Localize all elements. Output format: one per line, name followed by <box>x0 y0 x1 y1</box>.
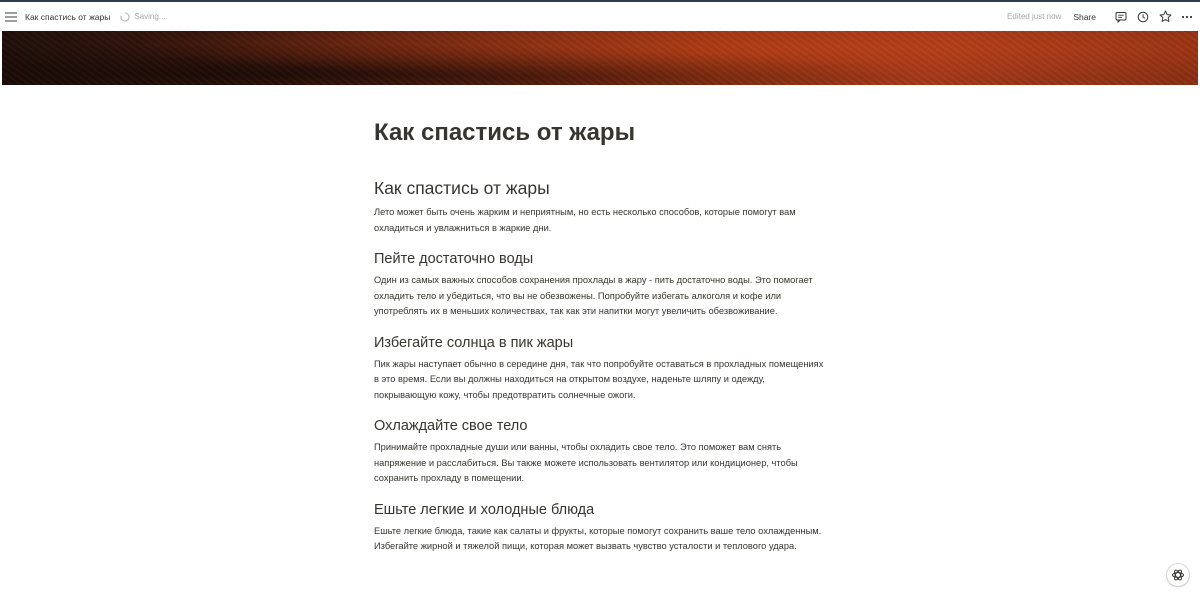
section-text[interactable]: Один из самых важных способов сохранения прохлады в жару - пить достаточно воды. Это помогает охладить тело и убедиться, что вы не обезвожены. Попробуйте избегать алкоголя и кофе или употреблять их в меньших количествах, так как эти напитки могут увеличить обезвоживание. <box>374 275 813 316</box>
article-heading[interactable]: Как спастись от жары <box>374 178 550 198</box>
cover-image <box>2 31 1198 85</box>
saving-text: Saving... <box>134 12 166 21</box>
section-heading[interactable]: Пейте достаточно воды <box>374 251 534 267</box>
section-text[interactable]: Принимайте прохладные души или ванны, чтобы охладить свое тело. Это поможет вам снять напряжение и расслабиться. Вы также можете использовать вентилятор или кондиционер, чтобы сохранить прохладу в помещении. <box>374 442 798 483</box>
section-cool-body <box>374 417 824 487</box>
spinner-icon <box>120 12 130 22</box>
openai-logo-icon <box>1171 568 1185 582</box>
section-water <box>374 250 824 320</box>
section-avoid-sun <box>374 334 824 404</box>
intro-paragraph[interactable]: Лето может быть очень жарким и неприятным, но есть несколько способов, которые помогут вам охладиться и увлажниться в жаркие дни. <box>374 207 796 233</box>
saving-status <box>120 12 165 22</box>
section-text[interactable]: Пик жары наступает обычно в середине дня, так что попробуйте оставаться в прохладных помещениях в это время. Если вы должны находиться на открытом воздухе, наденьте шляпу и одежду, покрывающую кожу, чтобы предотвратить солнечные ожоги. <box>374 358 824 400</box>
section-heading[interactable]: Ешьте легкие и холодные блюда <box>374 501 595 518</box>
cover-texture <box>2 31 1198 85</box>
more-icon[interactable] <box>1180 10 1194 24</box>
breadcrumb-page-title[interactable]: Как спастись от жары <box>25 11 111 22</box>
topbar <box>0 2 1200 31</box>
comment-icon[interactable] <box>1114 10 1128 24</box>
section-text[interactable]: Ешьте легкие блюда, такие как салаты и фрукты, которые помогут сохранить ваше тело охлажденным. Избегайте жирной и тяжелой пищи, которая может вызвать чувство усталости и теплового удара. <box>374 525 822 551</box>
assistant-button[interactable] <box>1167 564 1189 586</box>
page-content <box>374 85 824 555</box>
clock-icon[interactable] <box>1136 10 1150 24</box>
menu-icon[interactable] <box>4 10 18 24</box>
page-title[interactable]: Как спастись от жары <box>374 119 636 146</box>
share-button[interactable]: Share <box>1073 11 1096 22</box>
edited-status: Edited just now <box>1007 12 1062 21</box>
star-icon[interactable] <box>1158 10 1172 24</box>
section-light-food <box>374 501 824 555</box>
section-heading[interactable]: Избегайте солнца в пик жары <box>374 334 574 351</box>
section-heading[interactable]: Охлаждайте свое тело <box>374 418 528 434</box>
